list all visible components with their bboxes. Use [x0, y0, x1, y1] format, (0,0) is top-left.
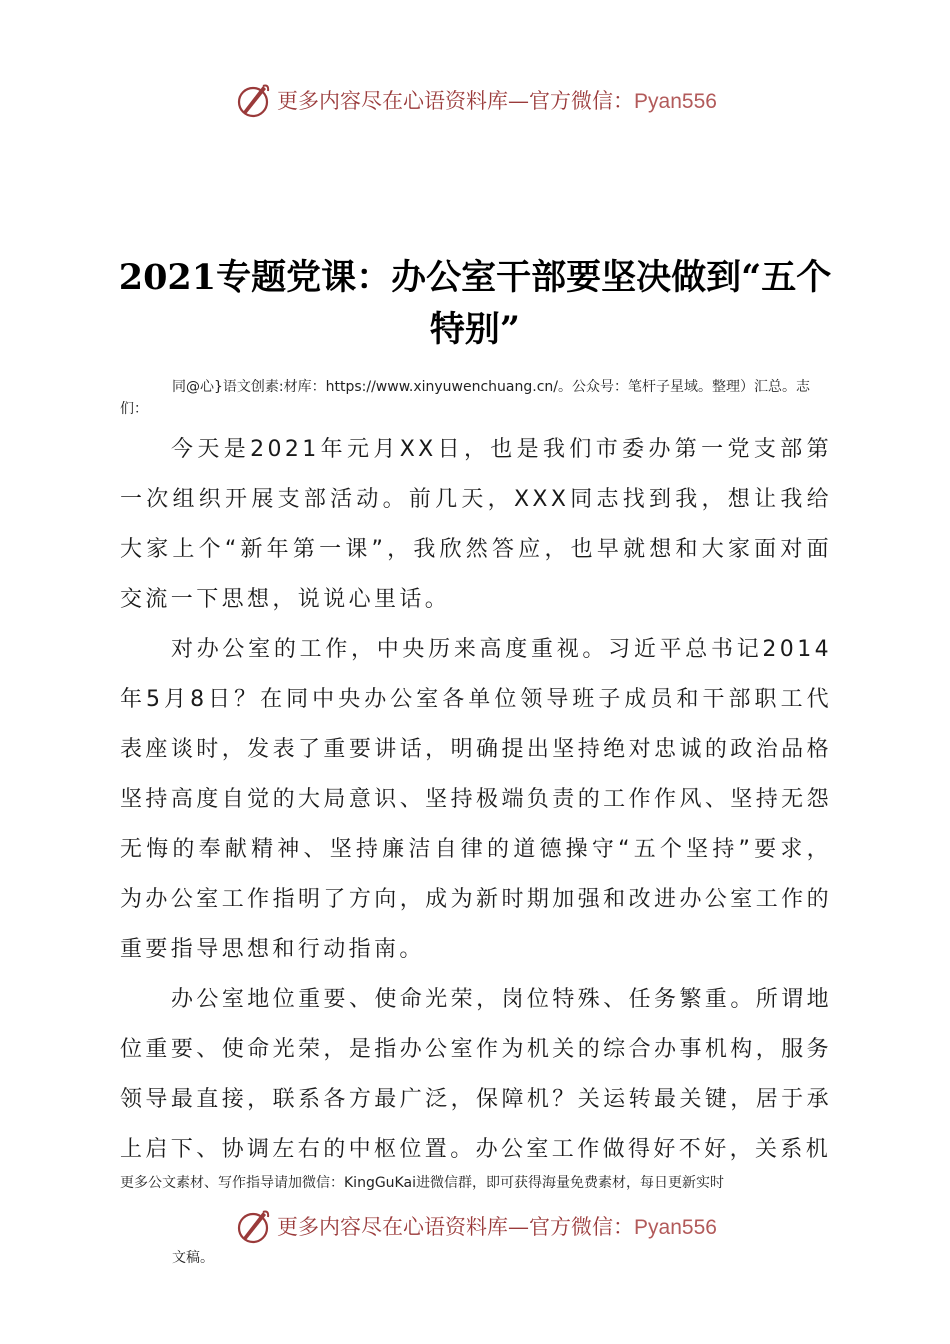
- quill-pen-logo-icon: [233, 1206, 273, 1246]
- header-banner: [0, 80, 950, 120]
- document-title: 2021专题党课：办公室干部要坚决做到“五个特别”: [118, 257, 832, 350]
- footer-note: 更多公文素材、写作指导请加微信：KingGuKai进微信群，即可获得海量免费素材，每日更新实时: [120, 1175, 724, 1191]
- paragraph: 办公室地位重要、使命光荣，岗位特殊、任务繁重。所谓地位重要、使命光荣，是指办公室作为机关的综合办事机构，服务领导最直接，联系各方最广泛，保障机？关运转最关键，居于承上启下、协调左右的中枢位置。办公室工作做得好不好，关系机: [120, 987, 832, 1162]
- banner-text: 更多内容尽在心语资料库—官方微信：Pyan556: [277, 1215, 717, 1239]
- quill-pen-logo-icon: [233, 80, 273, 120]
- document-body: [120, 425, 832, 1175]
- paragraph: 对办公室的工作，中央历来高度重视。习近平总书记2014年5月8日？在同中央办公室各单位领导班子成员和干部职工代表座谈时，发表了重要讲话，明确提出坚持绝对忠诚的政治品格坚持高度自觉的大局意识、坚持极端负责的工作作风、坚持无怨无悔的奉献精神、坚持廉洁自律的道德操守“五个坚持”要求，为办公室工作指明了方向，成为新时期加强和改进办公室工作的重要指导思想和行动指南。: [120, 637, 832, 962]
- footer-banner: [0, 1206, 950, 1246]
- footer-tail: 文稿。: [172, 1250, 214, 1266]
- source-line: 同@心}语文创素:材库：https://www.xinyuwenchuang.cn/。公众号：笔杆子星域。整理）汇总。志们：: [120, 379, 810, 417]
- paragraph: 今天是2021年元月XX日，也是我们市委办第一党支部第一次组织开展支部活动。前几天，XXX同志找到我，想让我给大家上个“新年第一课”，我欣然答应，也早就想和大家面对面交流一下思想，说说心里话。: [120, 437, 832, 612]
- banner-text: 更多内容尽在心语资料库—官方微信：Pyan556: [277, 89, 717, 113]
